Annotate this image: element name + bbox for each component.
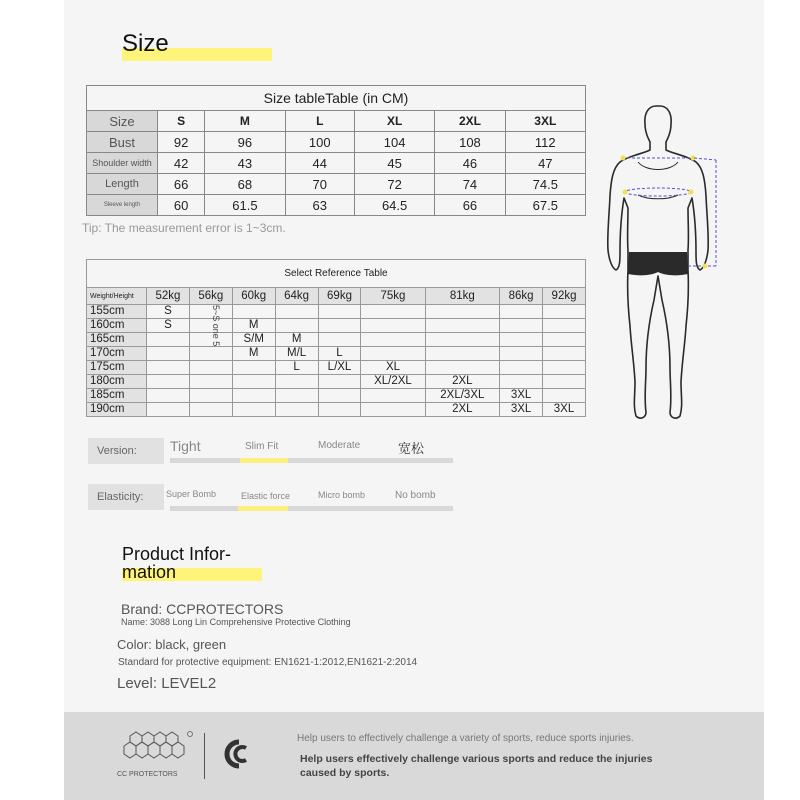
reference-cell — [361, 319, 425, 333]
elasticity-option: No bomb — [395, 490, 436, 501]
reference-cell — [361, 305, 425, 319]
size-cell: 44 — [285, 153, 354, 174]
size-cell: 72 — [354, 174, 434, 195]
reference-cell — [318, 375, 361, 389]
reference-cell — [543, 305, 586, 319]
reference-cell: 2XL/3XL — [425, 389, 500, 403]
version-option: Slim Fit — [245, 441, 279, 452]
reference-weight-header: 92kg — [543, 288, 586, 305]
reference-height-label: 175cm — [87, 361, 147, 375]
reference-height-label: 170cm — [87, 347, 147, 361]
reference-cell: 2XL — [425, 403, 500, 417]
reference-weight-header: 60kg — [232, 288, 275, 305]
size-cell: 112 — [505, 132, 585, 153]
version-option: 宽松 — [398, 441, 425, 456]
standard-text: Standard for protective equipment: EN1621-1:2012,EN1621-2:2014 — [118, 657, 418, 668]
reference-height-label: 165cm — [87, 333, 147, 347]
color-text: Color: black, green — [117, 637, 227, 652]
version-label: Version: — [88, 438, 164, 464]
reference-cell: S/M — [232, 333, 275, 347]
size-header-cell: 2XL — [435, 111, 505, 132]
cc-mark-icon — [220, 736, 250, 772]
reference-cell — [275, 403, 318, 417]
reference-row — [87, 361, 586, 375]
version-scale-selected — [240, 458, 288, 463]
size-table-caption: Size tableTable (in CM) — [87, 86, 586, 111]
reference-cell — [500, 361, 543, 375]
reference-weight-header: 81kg — [425, 288, 500, 305]
size-cell: 92 — [158, 132, 205, 153]
logo-text: CC PROTECTORS — [117, 771, 178, 778]
reference-height-label: 160cm — [87, 319, 147, 333]
reference-table — [86, 259, 586, 417]
size-cell: 47 — [505, 153, 585, 174]
reference-row — [87, 305, 586, 319]
footer-divider — [204, 733, 205, 779]
reference-cell: XL/2XL — [361, 375, 425, 389]
reference-cell — [232, 375, 275, 389]
reference-cell — [147, 403, 190, 417]
reference-cell — [275, 319, 318, 333]
reference-cell — [275, 305, 318, 319]
reference-cell — [147, 361, 190, 375]
size-cell: 45 — [354, 153, 434, 174]
reference-cell — [232, 305, 275, 319]
name-text: Name: 3088 Long Lin Comprehensive Protective Clothing — [121, 617, 351, 627]
reference-cell: M — [275, 333, 318, 347]
reference-cell — [318, 319, 361, 333]
size-header-cell: M — [205, 111, 285, 132]
size-header-cell: L — [285, 111, 354, 132]
elasticity-option: Super Bomb — [166, 489, 217, 499]
reference-cell — [318, 333, 361, 347]
footer-tagline-2: Help users effectively challenge various sports and reduce the injuries caused by sports. — [300, 753, 653, 779]
size-cell: 68 — [205, 174, 285, 195]
reference-cell — [543, 361, 586, 375]
reference-cell — [543, 389, 586, 403]
reference-cell — [318, 389, 361, 403]
reference-height-label: 155cm — [87, 305, 147, 319]
reference-cell: L/XL — [318, 361, 361, 375]
reference-cell — [232, 389, 275, 403]
reference-row — [87, 347, 586, 361]
size-cell: 74.5 — [505, 174, 585, 195]
size-cell: 104 — [354, 132, 434, 153]
reference-cell — [543, 333, 586, 347]
product-info-title-line2: mation — [122, 562, 177, 582]
reference-cell — [425, 319, 500, 333]
size-cell: 43 — [205, 153, 285, 174]
size-cell: 42 — [158, 153, 205, 174]
reference-table-caption: Select Reference Table — [87, 260, 586, 288]
reference-cell — [361, 403, 425, 417]
reference-cell: 2XL — [425, 375, 500, 389]
size-cell: 70 — [285, 174, 354, 195]
version-option: Moderate — [318, 440, 361, 451]
size-row-label: Length — [87, 174, 158, 195]
reference-row — [87, 333, 586, 347]
body-measurement-figure — [598, 100, 728, 430]
size-row-label: Bust — [87, 132, 158, 153]
reference-cell — [147, 375, 190, 389]
reference-height-label: 190cm — [87, 403, 147, 417]
elasticity-scale-bar — [170, 506, 453, 511]
reference-cell — [189, 389, 232, 403]
brand-text: Brand: CCPROTECTORS — [121, 601, 284, 617]
reference-cell — [189, 361, 232, 375]
reference-cell — [425, 333, 500, 347]
reference-cell — [318, 403, 361, 417]
reference-cell: S — [147, 305, 190, 319]
reference-cell — [361, 389, 425, 403]
reference-cell — [232, 403, 275, 417]
size-cell: 61.5 — [205, 195, 285, 216]
reference-cell — [361, 333, 425, 347]
size-cell: 96 — [205, 132, 285, 153]
version-option: Tight — [170, 438, 201, 454]
version-scale-bar — [170, 458, 453, 463]
reference-cell: M — [232, 347, 275, 361]
reference-cell — [275, 375, 318, 389]
reference-cell: 3XL — [500, 389, 543, 403]
measurement-tip: Tip: The measurement error is 1~3cm. — [82, 221, 286, 235]
reference-cell: M — [232, 319, 275, 333]
footer-tagline-1: Help users to effectively challenge a variety of sports, reduce sports injuries. — [297, 733, 634, 744]
reference-cell — [147, 347, 190, 361]
elasticity-option: Elastic force — [241, 491, 291, 501]
reference-cell — [500, 347, 543, 361]
size-cell: 66 — [158, 174, 205, 195]
size-header-cell: Size — [87, 111, 158, 132]
size-cell: 46 — [435, 153, 505, 174]
size-cell: 60 — [158, 195, 205, 216]
size-cell: 108 — [435, 132, 505, 153]
reference-cell — [425, 305, 500, 319]
reference-cell — [232, 361, 275, 375]
size-cell: 67.5 — [505, 195, 585, 216]
size-title: Size — [122, 30, 169, 57]
reference-weight-header: 75kg — [361, 288, 425, 305]
product-info-title — [122, 545, 231, 581]
elasticity-label: Elasticity: — [88, 484, 164, 510]
reference-cell — [189, 375, 232, 389]
reference-row — [87, 389, 586, 403]
size-cell: 66 — [435, 195, 505, 216]
reference-height-label: 185cm — [87, 389, 147, 403]
reference-cell — [500, 333, 543, 347]
reference-cell — [147, 333, 190, 347]
reference-cell — [543, 375, 586, 389]
reference-weight-header: 56kg — [189, 288, 232, 305]
size-header-cell: S — [158, 111, 205, 132]
reference-cell — [425, 361, 500, 375]
reference-cell: M/L — [275, 347, 318, 361]
size-cell: 74 — [435, 174, 505, 195]
vertical-note: 5~S one 5 — [211, 305, 221, 347]
reference-row — [87, 375, 586, 389]
size-header-cell: 3XL — [505, 111, 585, 132]
size-row-label: Shoulder width — [87, 153, 158, 174]
reference-cell — [275, 389, 318, 403]
size-cell: 100 — [285, 132, 354, 153]
size-cell: 64.5 — [354, 195, 434, 216]
reference-row — [87, 403, 586, 417]
reference-cell — [189, 347, 232, 361]
reference-weight-header: 64kg — [275, 288, 318, 305]
reference-weight-header: 86kg — [500, 288, 543, 305]
elasticity-option: Micro bomb — [318, 490, 366, 500]
reference-cell: 3XL — [543, 403, 586, 417]
reference-cell — [147, 389, 190, 403]
reference-cell: XL — [361, 361, 425, 375]
cc-protectors-logo-icon — [114, 728, 196, 770]
reference-cell — [361, 347, 425, 361]
size-table — [86, 85, 586, 216]
reference-cell — [543, 347, 586, 361]
reference-cell — [500, 375, 543, 389]
reference-cell — [543, 319, 586, 333]
reference-cell — [189, 403, 232, 417]
reference-cell: L — [275, 361, 318, 375]
level-text: Level: LEVEL2 — [117, 675, 217, 692]
reference-cell — [318, 305, 361, 319]
size-cell: 63 — [285, 195, 354, 216]
product-info-title-line1: Product Infor- — [122, 544, 232, 564]
reference-cell: L — [318, 347, 361, 361]
reference-cell: S — [147, 319, 190, 333]
elasticity-scale-selected — [238, 506, 288, 511]
reference-cell — [500, 319, 543, 333]
size-header-cell: XL — [354, 111, 434, 132]
reference-row — [87, 319, 586, 333]
reference-height-label: 180cm — [87, 375, 147, 389]
reference-cell: 3XL — [500, 403, 543, 417]
reference-corner-cell: Weight/Height — [87, 288, 147, 305]
size-row-label: Sleeve length — [87, 195, 158, 216]
reference-weight-header: 52kg — [147, 288, 190, 305]
reference-weight-header: 69kg — [318, 288, 361, 305]
reference-cell — [425, 347, 500, 361]
reference-cell — [500, 305, 543, 319]
